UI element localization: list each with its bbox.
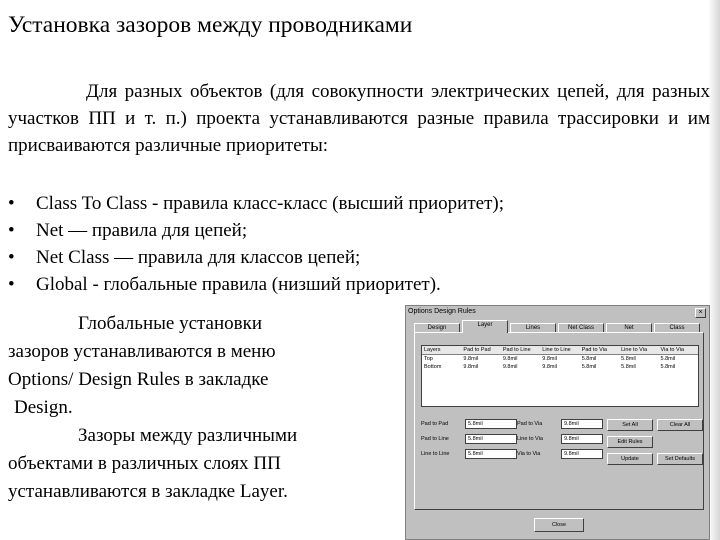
line-to-line-label: Line to Line [421, 451, 450, 457]
bullet-icon: • [8, 193, 15, 214]
text-line: Options/ Design Rules в закладке [8, 369, 269, 390]
via-to-via-input[interactable]: 9.8mil [561, 449, 603, 459]
text-line: Design. [14, 397, 73, 418]
column-header: Pad to Via [581, 347, 607, 353]
line-to-line-input[interactable]: 5.8mil [465, 449, 517, 459]
tab-class[interactable]: Class [654, 323, 700, 333]
column-header: Pad to Pad [463, 347, 491, 353]
priority-list [8, 190, 504, 298]
list-item: • Net — правила для цепей; [8, 217, 504, 244]
table-row[interactable]: Bottom 9.8mil 9.8mil 9.8mil 5.8mil 5.8mil 5.8mil [424, 364, 676, 370]
update-button[interactable]: Update [607, 453, 653, 465]
edit-rules-button[interactable]: Edit Rules [607, 436, 653, 448]
tab-layer[interactable]: Layer [462, 320, 508, 333]
column-header: Via to Via [660, 347, 684, 353]
tab-net-class[interactable]: Net Class [558, 323, 604, 333]
bullet-icon: • [8, 220, 15, 241]
column-header: Line to Line [542, 347, 571, 353]
clear-all-button[interactable]: Clear All [657, 419, 703, 431]
global-settings-text [8, 310, 408, 506]
close-icon[interactable]: × [695, 308, 706, 318]
column-header: Line to Via [621, 347, 648, 353]
column-header: Pad to Line [502, 347, 531, 353]
via-to-via-label: Via to Via [517, 451, 541, 457]
set-defaults-button[interactable]: Set Defaults [657, 453, 703, 465]
text-line: зазоров устанавливаются в меню [8, 341, 276, 362]
intro-paragraph [8, 78, 710, 159]
pad-to-pad-input[interactable]: 5.8mil [465, 419, 517, 429]
pad-to-line-input[interactable]: 5.8mil [465, 434, 517, 444]
text-line: Глобальные установки [78, 313, 263, 334]
text-line: Зазоры между различными [78, 425, 298, 446]
slide-title: Установка зазоров между проводниками [8, 12, 413, 38]
close-button[interactable]: Close [534, 518, 584, 532]
list-item: • Global - глобальные правила (низший приоритет). [8, 271, 504, 298]
text-line: объектами в различных слоях ПП [8, 453, 281, 474]
line-to-via-input[interactable]: 9.8mil [561, 434, 603, 444]
layer-tab-panel [414, 332, 704, 510]
table-row[interactable]: Top 9.8mil 9.8mil 9.8mil 5.8mil 5.8mil 5.8mil [424, 356, 676, 362]
text-line: устанавливаются в закладке Layer. [8, 481, 288, 502]
design-rules-dialog [405, 305, 710, 540]
table-header [422, 346, 698, 355]
intro-text: Для разных объектов (для совокупности электрических цепей, для разных участков ПП и т. п.) проекта устанавливаются разные правила трассировки и им присваиваются различные приоритеты: [8, 81, 710, 156]
list-item: • Net Class — правила для классов цепей; [8, 244, 504, 271]
bullet-icon: • [8, 274, 15, 295]
pad-to-via-input[interactable]: 9.8mil [561, 419, 603, 429]
dialog-title: Options Design Rules [408, 308, 476, 315]
column-header: Layers [424, 347, 441, 353]
pad-to-pad-label: Pad to Pad [421, 421, 449, 427]
pad-to-via-label: Pad to Via [517, 421, 543, 427]
pad-to-line-label: Pad to Line [421, 436, 449, 442]
line-to-via-label: Line to Via [517, 436, 543, 442]
tab-lines[interactable]: Lines [510, 323, 556, 333]
tab-net[interactable]: Net [606, 323, 652, 333]
bullet-icon: • [8, 247, 15, 268]
set-all-button[interactable]: Set All [607, 419, 653, 431]
layer-clearance-table [421, 345, 699, 407]
list-item: • Class To Class - правила класс-класс (высший приоритет); [8, 190, 504, 217]
tab-design[interactable]: Design [414, 323, 460, 333]
